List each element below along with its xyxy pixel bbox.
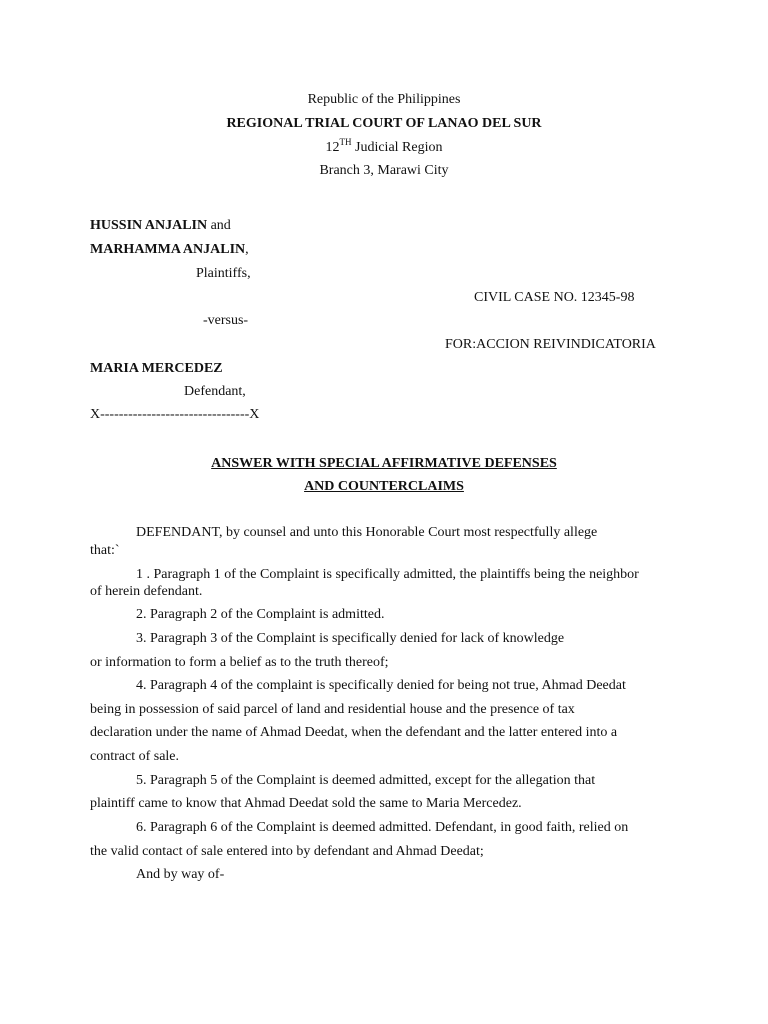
document-title-line-2	[0, 478, 768, 495]
region-number: 12	[325, 140, 340, 155]
plaintiff-1-suffix: and	[207, 218, 231, 233]
plaintiff-1-name: HUSSIN ANJALIN	[90, 218, 208, 233]
paragraph-4-line-4: contract of sale.	[90, 749, 180, 764]
versus-label: -versus-	[203, 313, 249, 328]
plaintiff-2-suffix: ,	[245, 242, 249, 257]
court-name-text: REGIONAL TRIAL COURT OF LANAO DEL SUR	[226, 116, 542, 131]
caption-separator: X--------------------------------X	[90, 407, 260, 422]
paragraph-1-line-1: 1 . Paragraph 1 of the Complaint is specifically admitted, the plaintiffs being the neighbor	[136, 567, 639, 582]
branch-line: Branch 3, Marawi City	[319, 163, 449, 178]
plaintiffs-label: Plaintiffs,	[196, 266, 251, 281]
intro-line-1: DEFENDANT, by counsel and unto this Honorable Court most respectfully allege	[136, 525, 598, 540]
title-line-1-text: ANSWER WITH SPECIAL AFFIRMATIVE DEFENSES	[211, 456, 557, 471]
paragraph-4-line-1: 4. Paragraph 4 of the complaint is specifically denied for being not true, Ahmad Deedat	[136, 678, 626, 693]
closing-line: And by way of-	[136, 867, 225, 882]
paragraph-5-line-2: plaintiff came to know that Ahmad Deedat sold the same to Maria Mercedez.	[90, 796, 522, 811]
paragraph-3-line-1: 3. Paragraph 3 of the Complaint is specifically denied for lack of knowledge	[136, 631, 565, 646]
paragraph-5-line-1: 5. Paragraph 5 of the Complaint is deemed admitted, except for the allegation that	[136, 773, 596, 788]
defendant-name-text: MARIA MERCEDEZ	[90, 361, 223, 376]
paragraph-6-line-1: 6. Paragraph 6 of the Complaint is deemed admitted. Defendant, in good faith, relied on	[136, 820, 629, 835]
title-line-2-text: AND COUNTERCLAIMS	[304, 479, 464, 494]
paragraph-4-line-3: declaration under the name of Ahmad Deedat, when the defendant and the latter entered into a	[90, 725, 618, 740]
plaintiff-1	[90, 217, 231, 234]
paragraph-6-line-2: the valid contact of sale entered into by defendant and Ahmad Deedat;	[90, 844, 484, 859]
document-title-line-1	[0, 455, 768, 472]
defendant-label: Defendant,	[184, 384, 246, 399]
region-text: Judicial Region	[351, 140, 443, 155]
paragraph-1-line-2: of herein defendant.	[90, 584, 203, 599]
court-name	[0, 115, 768, 132]
plaintiff-2	[90, 241, 249, 258]
defendant-name	[90, 360, 223, 377]
paragraph-4-line-2: being in possession of said parcel of land and residential house and the presence of tax	[90, 702, 575, 717]
paragraph-3-line-2: or information to form a belief as to the truth thereof;	[90, 655, 389, 670]
republic-line: Republic of the Philippines	[307, 92, 461, 107]
case-number: CIVIL CASE NO. 12345-98	[474, 290, 635, 305]
paragraph-2-line-1: 2. Paragraph 2 of the Complaint is admitted.	[136, 607, 385, 622]
action-label: FOR:ACCION REIVINDICATORIA	[445, 337, 656, 352]
judicial-region-line	[0, 139, 768, 156]
plaintiff-2-name: MARHAMMA ANJALIN	[90, 242, 246, 257]
intro-line-2: that:`	[90, 543, 120, 558]
region-ordinal: TH	[339, 137, 352, 147]
